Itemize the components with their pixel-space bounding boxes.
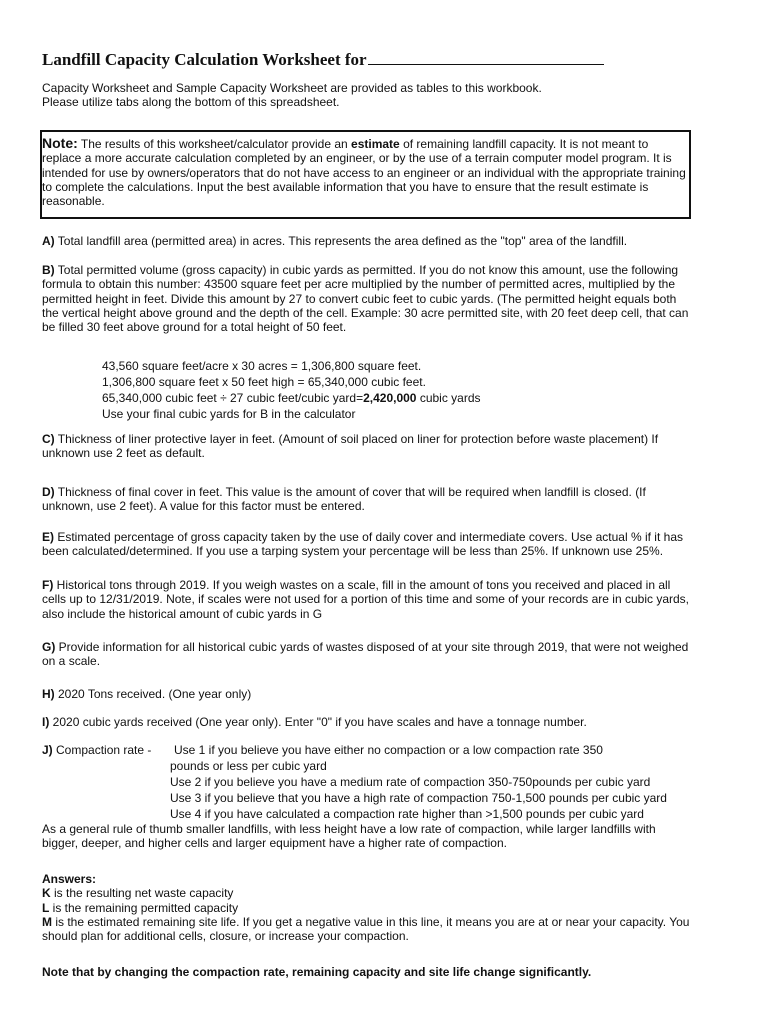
item-a-letter: A) (42, 234, 55, 248)
item-e (42, 530, 692, 559)
footer-note (42, 965, 692, 979)
answer-l-text: is the remaining permitted capacity (49, 900, 239, 915)
compaction-lead-text: Compaction rate - (52, 743, 152, 757)
item-h-letter: H) (42, 687, 55, 701)
answers-heading: Answers: (42, 872, 97, 886)
note-text-before: The results of this worksheet/calculator provide an (77, 137, 352, 151)
calc-line-3-after: cubic yards (416, 391, 481, 405)
compaction-row-3 (42, 790, 732, 806)
name-blank-line (368, 50, 604, 65)
compaction-row-1 (42, 742, 732, 758)
note-emphasis: estimate (351, 137, 400, 151)
answer-m-text: is the estimated remaining site life. If you get a negative value in this line, it means you are at or near your capacity. You should plan for additional cells, closure, or increase your compaction. (42, 914, 690, 944)
compaction-rule: As a general rule of thumb smaller landfills, with less height have a low rate of compaction, while larger landfills with bigger, deeper, and higher cells and larger equipment have a higher rate of compaction. (42, 822, 656, 851)
compaction-option-1: Use 1 if you believe you have either no compaction or a low compaction rate 350 (174, 743, 603, 757)
item-g-letter: G) (42, 640, 56, 654)
title-text: Landfill Capacity Calculation Worksheet for (42, 50, 367, 69)
note-paragraph (42, 136, 689, 208)
item-i-text: 2020 cubic yards received (One year only). Enter "0" if you have scales and have a tonnage number. (49, 715, 587, 729)
item-j-letter: J) (42, 743, 53, 757)
page-title (42, 50, 604, 70)
item-b (42, 263, 692, 334)
compaction-option-4: Use 4 if you have calculated a compaction rate higher than >1,500 pounds per cubic yard (170, 807, 644, 821)
note-text-after: of remaining landfill capacity. It is not meant to replace a more accurate calculation completed by an engineer, or by the use of a terrain computer model program. It is intended for use by owners/operators that do not have access to an engineer or an individual with the appropriate training to complete the calculations. Input the best available information that you have to ensure that the result estimate is reasonable. (42, 137, 686, 209)
answer-l (42, 901, 692, 915)
compaction-row-1b (42, 758, 732, 774)
compaction-row-4 (42, 806, 732, 822)
compaction-option-2: Use 2 if you believe you have a medium rate of compaction 350-750pounds per cubic yard (170, 775, 651, 789)
calc-result: 2,420,000 (363, 391, 417, 405)
note-label: Note: (42, 135, 78, 151)
footer-note-text: Note that by changing the compaction rate, remaining capacity and site life change significantly. (42, 965, 592, 979)
compaction-option-1-cont: pounds or less per cubic yard (170, 759, 327, 773)
item-a-text: Total landfill area (permitted area) in acres. This represents the area defined as the "top" area of the landfill. (54, 234, 628, 248)
calc-line-3 (102, 390, 481, 406)
item-i-letter: I) (42, 715, 50, 729)
item-c-letter: C) (42, 432, 55, 446)
answer-m-letter: M (42, 914, 52, 929)
item-a (42, 234, 692, 248)
answer-l-letter: L (42, 900, 50, 915)
calc-line-3-before: 65,340,000 cubic feet ÷ 27 cubic feet/cubic yard= (102, 391, 364, 405)
answer-m (42, 915, 692, 944)
item-g (42, 640, 692, 669)
answers-section (42, 872, 692, 943)
item-d-text: Thickness of final cover in feet. This value is the amount of cover that will be required when landfill is closed. (If unknown, use 2 feet). A value for this factor must be entered. (42, 485, 646, 514)
compaction-row-2 (42, 774, 732, 790)
item-f-letter: F) (42, 578, 54, 592)
calc-line-1: 43,560 square feet/acre x 30 acres = 1,306,800 square feet. (102, 359, 422, 373)
note-box (40, 130, 691, 219)
item-d (42, 485, 692, 514)
calc-line-4: Use your final cubic yards for B in the calculator (102, 407, 356, 421)
item-c-text: Thickness of liner protective layer in feet. (Amount of soil placed on liner for protection before waste placement) If unknown use 2 feet as default. (42, 432, 659, 461)
item-j-compaction (42, 742, 732, 851)
item-b-text: Total permitted volume (gross capacity) in cubic yards as permitted. If you do not know this amount, use the following formula to obtain this number: 43500 square feet per acre multiplied by the number of permitted acres, multiplied by the permitted height in feet. Divide this amount by 27 to convert cubic feet to cubic yards. (The permitted height equals both the vertical height above ground and the depth of the cell. Example: 30 acre permitted site, with 20 feet deep cell, that can be filled 30 feet above ground for a total height of 50 feet. (42, 263, 689, 335)
item-f (42, 578, 692, 621)
item-h (42, 687, 692, 701)
example-calculation (102, 358, 481, 422)
item-e-letter: E) (42, 530, 54, 544)
compaction-option-3: Use 3 if you believe that you have a high rate of compaction 750-1,500 pounds per cubic yard (170, 791, 667, 805)
intro-text (42, 81, 732, 110)
item-g-text: Provide information for all historical cubic yards of wastes disposed of at your site through 2019, that were not weighed on a scale. (42, 640, 689, 669)
answer-k (42, 886, 692, 900)
calc-line-2: 1,306,800 square feet x 50 feet high = 65,340,000 cubic feet. (102, 375, 426, 389)
item-f-text: Historical tons through 2019. If you weigh wastes on a scale, fill in the amount of tons you received and placed in all cells up to 12/31/2019. Note, if scales were not used for a portion of this time and some of your records are in cubic yards, also include the historical amount of cubic yards in G (42, 578, 690, 621)
item-h-text: 2020 Tons received. (One year only) (54, 687, 252, 701)
answer-k-letter: K (42, 886, 51, 901)
intro-line-1: Capacity Worksheet and Sample Capacity Worksheet are provided as tables to this workbook. (42, 81, 542, 95)
item-b-letter: B) (42, 263, 55, 277)
item-e-text: Estimated percentage of gross capacity taken by the use of daily cover and intermediate covers. Use actual % if it has been calculated/determined. If you use a tarping system your percentage will be less than 25%. If unknown use 25%. (42, 530, 683, 559)
item-c (42, 432, 692, 461)
answer-k-text: is the resulting net waste capacity (50, 886, 234, 901)
item-i (42, 715, 692, 729)
item-d-letter: D) (42, 485, 55, 499)
compaction-lead (42, 742, 151, 758)
intro-line-2: Please utilize tabs along the bottom of this spreadsheet. (42, 95, 340, 110)
